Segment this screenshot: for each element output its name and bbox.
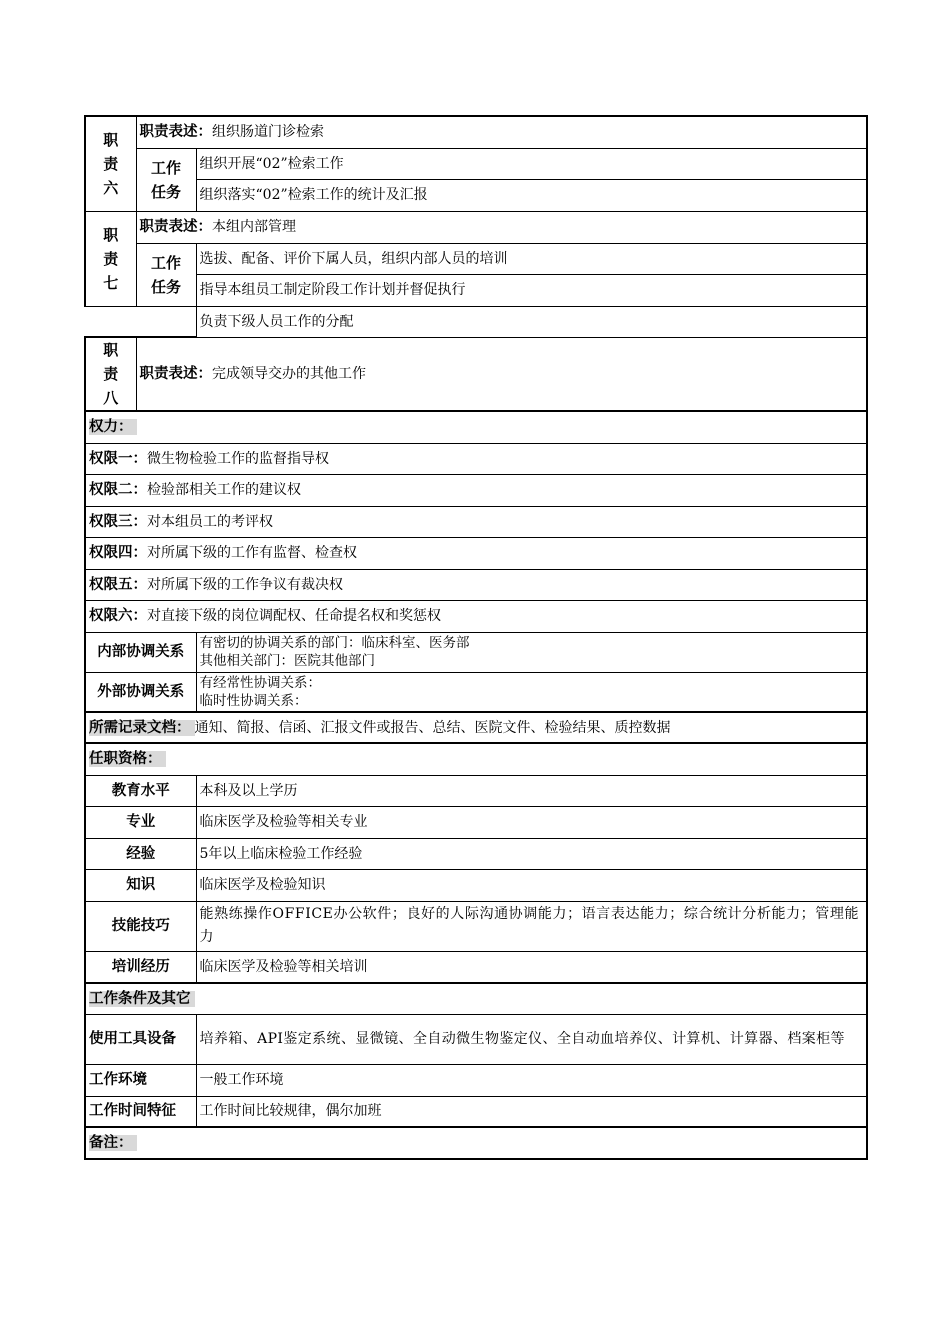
work-time-text: 工作时间比较规律，偶尔加班 <box>196 1096 867 1127</box>
duty7-task-label-text: 工作 任务 <box>150 253 181 296</box>
authority-title: 权力： <box>89 419 137 435</box>
duty7-desc-label: 职责表述： <box>139 219 212 235</box>
authority-1-label: 权限一： <box>89 450 147 467</box>
external-line-2: 临时性协调关系： <box>199 692 308 709</box>
authority-3-label: 权限三： <box>89 513 147 530</box>
duty6-label <box>85 116 136 211</box>
work-time-label: 工作时间特征 <box>85 1096 196 1127</box>
knowledge-text: 临床医学及检验知识 <box>196 869 867 901</box>
duty8-label <box>85 337 136 411</box>
external-coordination-label: 外部协调关系 <box>85 672 196 712</box>
records-label: 所需记录文档： <box>89 720 195 736</box>
duty6-task-label <box>136 148 196 211</box>
training-text: 临床医学及检验等相关培训 <box>196 951 867 983</box>
experience-text: 5年以上临床检验工作经验 <box>196 838 867 869</box>
major-label: 专业 <box>85 806 196 838</box>
knowledge-label: 知识 <box>85 869 196 901</box>
remarks-cell <box>85 1127 867 1159</box>
duty7-description <box>136 211 867 243</box>
duty6-task-1: 组织开展“02”检索工作 <box>196 148 867 179</box>
authority-row-3 <box>85 506 867 537</box>
internal-coordination-text <box>196 632 867 672</box>
duty7-task-1: 选拔、配备、评价下属人员，组织内部人员的培训 <box>196 243 867 274</box>
duty6-description <box>136 116 867 148</box>
skills-label: 技能技巧 <box>85 901 196 951</box>
authority-row-5 <box>85 569 867 600</box>
duty6-task-2: 组织落实“02”检索工作的统计及汇报 <box>196 179 867 211</box>
authority-5-text: 对所属下级的工作争议有裁决权 <box>147 576 343 593</box>
duty7-label <box>85 211 136 306</box>
duty8-description <box>136 337 867 411</box>
education-text: 本科及以上学历 <box>196 775 867 806</box>
duty7-label-text: 职 责 七 <box>103 225 119 292</box>
experience-label: 经验 <box>85 838 196 869</box>
job-description-form <box>84 115 866 1160</box>
duty8-desc-label: 职责表述： <box>139 366 212 382</box>
authority-4-label: 权限四： <box>89 545 147 561</box>
duty8-label-text: 职 责 八 <box>103 341 119 407</box>
duty6-desc-text: 组织肠道门诊检索 <box>212 124 324 141</box>
duty6-task-label-text: 工作 任务 <box>150 158 181 201</box>
duty7-task-2: 指导本组员工制定阶段工作计划并督促执行 <box>196 274 867 306</box>
duty8-desc-text: 完成领导交办的其他工作 <box>212 366 366 382</box>
remarks-title: 备注： <box>89 1135 137 1151</box>
duty7-blank <box>85 306 196 337</box>
internal-line-2: 其他相关部门：医院其他部门 <box>199 653 375 669</box>
records-row <box>85 712 867 743</box>
major-text: 临床医学及检验等相关专业 <box>196 806 867 838</box>
external-line-1: 有经常性协调关系： <box>199 674 321 691</box>
tools-label: 使用工具设备 <box>85 1014 196 1064</box>
authority-row-6 <box>85 600 867 632</box>
authority-1-text: 微生物检验工作的监督指导权 <box>147 450 329 467</box>
tools-text: 培养箱、API鉴定系统、显微镜、全自动微生物鉴定仪、全自动血培养仪、计算机、计算器、档案柜等 <box>196 1014 867 1064</box>
external-coordination-text <box>196 672 867 712</box>
authority-title-cell <box>85 411 867 443</box>
authority-4-text: 对所属下级的工作有监督、检查权 <box>147 545 357 561</box>
duty7-desc-text: 本组内部管理 <box>212 219 296 235</box>
records-text: 通知、简报、信函、汇报文件或报告、总结、医院文件、检验结果、质控数据 <box>194 719 671 736</box>
conditions-title-cell <box>85 983 867 1014</box>
internal-coordination-label: 内部协调关系 <box>85 632 196 672</box>
internal-line-1: 有密切的协调关系的部门：临床科室、医务部 <box>199 635 470 651</box>
duty7-task-label <box>136 243 196 306</box>
conditions-title: 工作条件及其它 <box>89 991 195 1007</box>
form-table <box>84 115 868 1160</box>
authority-row-1 <box>85 443 867 474</box>
qualification-title-cell <box>85 743 867 775</box>
authority-3-text: 对本组员工的考评权 <box>147 513 273 530</box>
authority-2-text: 检验部相关工作的建议权 <box>147 482 301 498</box>
authority-6-text: 对直接下级的岗位调配权、任命提名权和奖惩权 <box>147 608 441 624</box>
environment-text: 一般工作环境 <box>196 1064 867 1096</box>
duty7-task-3: 负责下级人员工作的分配 <box>196 306 867 337</box>
authority-2-label: 权限二： <box>89 482 147 498</box>
authority-6-label: 权限六： <box>89 608 147 624</box>
environment-label: 工作环境 <box>85 1064 196 1096</box>
duty6-label-text: 职 责 六 <box>103 130 119 197</box>
training-label: 培训经历 <box>85 951 196 983</box>
authority-row-2 <box>85 474 867 506</box>
skills-text: 能熟练操作OFFICE办公软件；良好的人际沟通协调能力；语言表达能力；综合统计分析能力；管理能力 <box>196 901 867 951</box>
duty6-desc-label: 职责表述： <box>139 124 212 141</box>
authority-row-4 <box>85 537 867 569</box>
qualification-title: 任职资格： <box>89 751 166 767</box>
education-label: 教育水平 <box>85 775 196 806</box>
authority-5-label: 权限五： <box>89 576 147 593</box>
